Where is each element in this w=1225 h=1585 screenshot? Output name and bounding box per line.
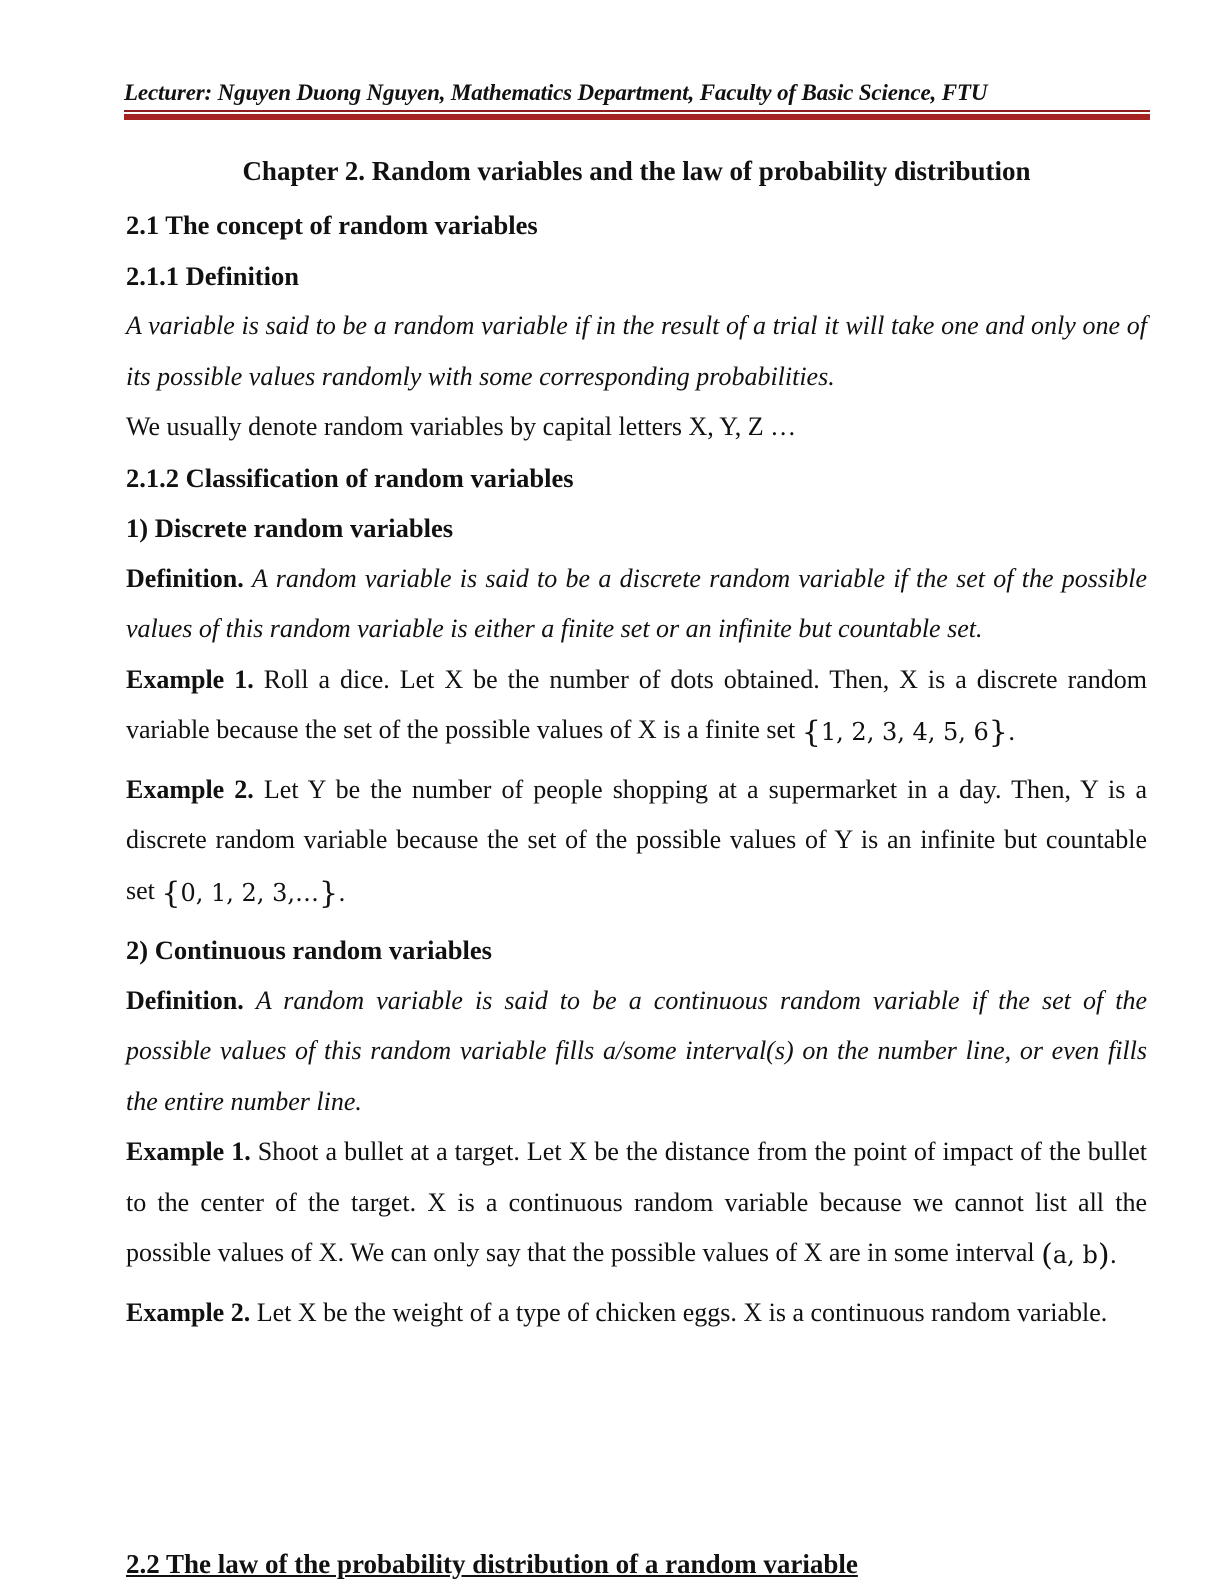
continuous-example-1 — [126, 1127, 1147, 1280]
random-variable-definition: A variable is said to be a random variable if in the result of a trial it will take one and only one of its possible values randomly with some corresponding probabilities. — [126, 311, 1147, 391]
example-text: Shoot a bullet at a target. Let X be the distance from the point of impact of the bullet to the center of the target. X is a continuous random variable because we cannot list all the possible values of X. We can only say that the possible values of X are in some interval — [126, 1137, 1147, 1267]
definition-text: A random variable is said to be a discrete random variable if the set of the possible values of this random variable is either a finite set or an infinite but countable set. — [126, 563, 1147, 643]
dice-outcome-set: {1, 2, 3, 4, 5, 6}. — [801, 715, 1016, 750]
header-rule-thin — [124, 110, 1150, 112]
set-elements: 0, 1, 2, 3,… — [180, 878, 319, 907]
page-content — [126, 150, 1147, 1338]
example-text: Roll a dice. Let X be the number of dots obtained. Then, X is a discrete random variable because the set of the possible values of X is a finite set — [126, 664, 1147, 744]
subsection-2-1-1-title: 2.1.1 Definition — [126, 260, 299, 291]
example-text: Let X be the weight of a type of chicken eggs. X is a continuous random variable. — [256, 1297, 1108, 1327]
continuous-definition — [126, 976, 1147, 1128]
notation-paragraph: We usually denote random variables by capital letters X, Y, Z … — [126, 412, 797, 441]
set-elements: 1, 2, 3, 4, 5, 6 — [820, 718, 989, 746]
example-text: Let Y be the number of people shopping at a supermarket in a day. Then, Y is a discrete random variable because the set of the possible values of Y is an infinite but countable set — [126, 774, 1147, 905]
discrete-example-2 — [126, 765, 1147, 918]
chapter-title: Chapter 2. Random variables and the law of probability distribution — [242, 156, 1031, 186]
example-label: Example 1. — [126, 1137, 251, 1166]
interval-ab: (a, b). — [1041, 1238, 1118, 1273]
header-rule-thick — [124, 114, 1150, 120]
interval-elements: a, b — [1052, 1241, 1098, 1269]
example-label: Example 1. — [126, 664, 254, 694]
page-header: Lecturer: Nguyen Duong Nguyen, Mathematics Department, Faculty of Basic Science, FTU — [124, 80, 988, 105]
example-label: Example 2. — [126, 774, 254, 804]
next-section-heading-cut: 2.2 The law of the probability distribution of a random variable — [126, 1549, 858, 1579]
definition-text: A random variable is said to be a continuous random variable if the set of the possible values of this random variable fills a/some interval(s) on the number line, or even fills the entire number line. — [126, 985, 1148, 1116]
definition-label: Definition. — [126, 985, 244, 1015]
section-2-1-title: 2.1 The concept of random variables — [126, 210, 538, 240]
discrete-definition — [126, 554, 1147, 655]
continuous-example-2 — [126, 1288, 1147, 1339]
definition-label: Definition. — [126, 563, 244, 593]
subsection-2-1-2-title: 2.1.2 Classification of random variables — [126, 462, 574, 493]
continuous-heading: 2) Continuous random variables — [126, 935, 492, 965]
discrete-example-1 — [126, 655, 1147, 757]
discrete-heading: 1) Discrete random variables — [126, 513, 454, 543]
countable-set: {0, 1, 2, 3,…}. — [161, 875, 346, 911]
example-label: Example 2. — [126, 1297, 251, 1327]
